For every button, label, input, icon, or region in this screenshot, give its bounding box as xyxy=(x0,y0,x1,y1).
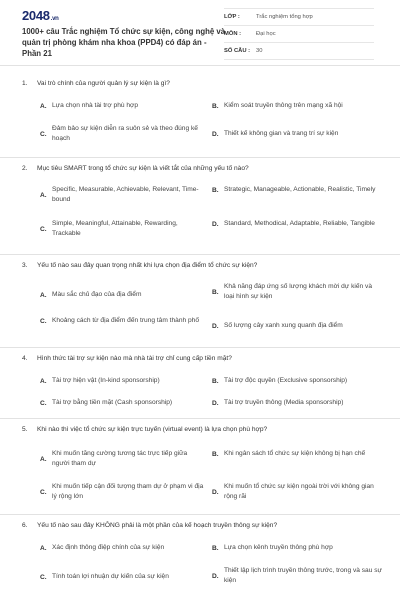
question-4-option-b[interactable]: B. Tài trợ độc quyền (Exclusive sponsorship) xyxy=(212,377,348,385)
question-divider xyxy=(0,418,400,419)
question-number: 3. xyxy=(22,262,28,269)
question-5-option-d[interactable]: D. Khi muốn tổ chức sự kiện ngoài trời với không gian rộng rãi xyxy=(212,483,374,500)
logo-main: 2048 xyxy=(22,8,50,23)
meta-label: SỐ CÂU : xyxy=(224,48,251,54)
meta-row-subject xyxy=(224,26,374,43)
question-4-text xyxy=(22,355,232,362)
question-number: 2. xyxy=(22,165,28,172)
question-1-option-c[interactable]: C. Đảm bảo sự kiện diễn ra suôn sẻ và theo đúng kế hoạch xyxy=(40,125,198,142)
question-6-option-a[interactable]: A. Xác định thông điệp chính của sự kiện xyxy=(40,544,165,552)
meta-value: Trắc nghiệm tổng hợp xyxy=(256,14,313,20)
question-divider xyxy=(0,347,400,348)
question-2-option-a[interactable]: A. Specific, Measurable, Achievable, Relevant, Time-bound xyxy=(40,186,199,203)
question-stem: Khi nào thì việc tổ chức sự kiện trực tuyến (virtual event) là lựa chọn phù hợp? xyxy=(37,426,268,433)
question-1-option-d[interactable]: D. Thiết kế không gian và trang trí sự kiện xyxy=(212,130,339,138)
question-stem: Yếu tố nào sau đây KHÔNG phải là một phần của kế hoạch truyền thông sự kiện? xyxy=(37,522,278,529)
question-divider xyxy=(0,514,400,515)
question-3-option-b[interactable]: B. Khả năng đáp ứng số lượng khách mời dự kiến và loại hình sự kiện xyxy=(212,283,372,300)
question-divider xyxy=(0,254,400,255)
site-logo[interactable] xyxy=(22,8,59,23)
question-2-option-b[interactable]: B. Strategic, Manageable, Actionable, Realistic, Timely xyxy=(212,186,376,194)
meta-value: 30 xyxy=(256,48,263,54)
meta-table xyxy=(224,8,374,60)
question-number: 5. xyxy=(22,426,28,433)
logo-domain: .vn xyxy=(50,16,59,22)
question-number: 4. xyxy=(22,355,28,362)
meta-label: MÔN : xyxy=(224,31,242,37)
header-divider xyxy=(0,65,400,66)
question-1-option-b[interactable]: B. Kiểm soát truyền thông trên mạng xã hội xyxy=(212,102,343,110)
question-stem: Yếu tố nào sau đây quan trọng nhất khi lựa chọn địa điểm tổ chức sự kiện? xyxy=(37,262,258,269)
question-stem: Vai trò chính của người quản lý sự kiện là gì? xyxy=(37,80,170,87)
question-5-text xyxy=(22,426,267,433)
question-3-option-c[interactable]: C. Khoảng cách từ địa điểm đến trung tâm thành phố xyxy=(40,317,200,325)
question-1-option-a[interactable]: A. Lựa chọn nhà tài trợ phù hợp xyxy=(40,102,139,110)
question-stem: Hình thức tài trợ sự kiện nào mà nhà tài trợ chỉ cung cấp tiền mặt? xyxy=(37,355,232,362)
meta-row-count xyxy=(224,43,374,60)
document-title: 1000+ câu Trắc nghiệm Tổ chức sự kiện, công nghệ và quản trị phòng khám nha khoa (PPD4) có đáp án - Phần 21 xyxy=(22,27,226,58)
meta-label: LỚP : xyxy=(224,14,240,20)
question-4-option-d[interactable]: D. Tài trợ truyền thông (Media sponsorship) xyxy=(212,399,344,407)
question-stem: Mục tiêu SMART trong tổ chức sự kiện là viết tắt của những yếu tố nào? xyxy=(37,165,249,172)
question-1-text xyxy=(22,80,170,87)
question-2-option-d[interactable]: D. Standard, Methodical, Adaptable, Reliable, Tangible xyxy=(212,220,375,228)
question-6-option-d[interactable]: D. Thiết lập lịch trình truyền thông trước, trong và sau sự kiện xyxy=(212,567,382,584)
question-5-option-a[interactable]: A. Khi muốn tăng cường tương tác trực tiếp giữa người tham dự xyxy=(40,450,188,467)
question-3-text xyxy=(22,262,257,269)
question-divider xyxy=(0,157,400,158)
question-6-option-c[interactable]: C. Tính toán lợi nhuận dự kiến của sự kiện xyxy=(40,573,169,581)
question-3-option-a[interactable]: A. Màu sắc chủ đạo của địa điểm xyxy=(40,291,142,299)
meta-row-class xyxy=(224,9,374,26)
question-5-option-b[interactable]: B. Khi ngân sách tổ chức sự kiện không bị hạn chế xyxy=(212,450,366,458)
page-header xyxy=(0,0,400,62)
question-4-option-a[interactable]: A. Tài trợ hiện vật (In-kind sponsorship) xyxy=(40,377,160,385)
question-6-option-b[interactable]: B. Lựa chọn kênh truyền thông phù hợp xyxy=(212,544,333,552)
question-2-text xyxy=(22,165,249,172)
question-number: 1. xyxy=(22,80,28,87)
question-2-option-c[interactable]: C. Simple, Meaningful, Attainable, Rewarding, Trackable xyxy=(40,220,178,237)
question-3-option-d[interactable]: D. Số lượng cây xanh xung quanh địa điểm xyxy=(212,322,343,330)
question-4-option-c[interactable]: C. Tài trợ bằng tiền mặt (Cash sponsorship) xyxy=(40,399,173,407)
question-5-option-c[interactable]: C. Khi muốn tiếp cận đối tượng tham dự ở phạm vi địa lý rộng lớn xyxy=(40,483,204,500)
meta-value: Đại học xyxy=(256,31,276,37)
question-number: 6. xyxy=(22,522,28,529)
question-6-text xyxy=(22,522,277,529)
